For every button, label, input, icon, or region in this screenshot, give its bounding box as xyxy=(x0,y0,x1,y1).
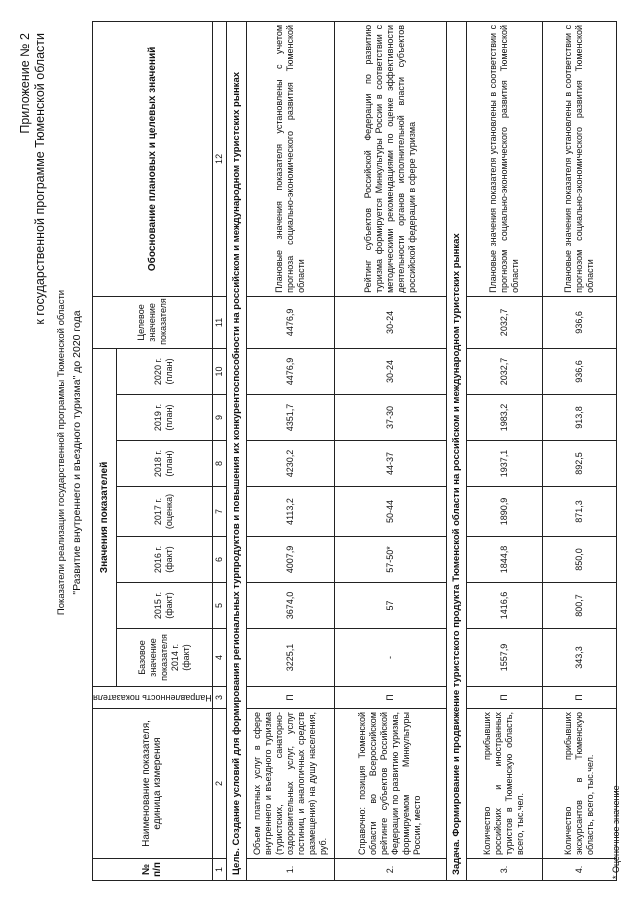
row-name: Количество прибывших российских и иностранных туристов в Тюменскую область, всего, тыс.чел. xyxy=(466,709,542,859)
document-title: "Развитие внутреннего и въездного туризма" до 2020 года xyxy=(71,310,83,595)
header-direction xyxy=(93,687,213,709)
row-num: 1. xyxy=(246,859,334,881)
footnote: * Оценочное значение xyxy=(611,785,621,879)
header-2017: 2017 г. (оценка) xyxy=(116,487,212,537)
table-row xyxy=(542,21,616,880)
row-base: - xyxy=(334,629,446,687)
table-row xyxy=(334,21,446,880)
row-2020: 4476,9 xyxy=(246,348,334,394)
row-target: 936,6 xyxy=(542,296,616,348)
row-2015: 1416,6 xyxy=(466,583,542,629)
appendix-line-1: Приложение № 2 xyxy=(18,33,32,134)
row-basis: Плановые значения показателя установлены в соответствии с прогнозом социально-экономического развития Тюменской области xyxy=(542,21,616,296)
column-number: 6 xyxy=(212,537,226,583)
row-2016: 4007,9 xyxy=(246,537,334,583)
column-number: 5 xyxy=(212,583,226,629)
row-2019: 1983,2 xyxy=(466,395,542,441)
column-number: 7 xyxy=(212,487,226,537)
column-number: 2 xyxy=(212,709,226,859)
header-2018: 2018 г. (план) xyxy=(116,441,212,487)
indicators-table xyxy=(92,21,617,881)
row-2019: 913,8 xyxy=(542,395,616,441)
row-target: 30-24 xyxy=(334,296,446,348)
row-2020: 2032,7 xyxy=(466,348,542,394)
header-values-group: Значения показателей xyxy=(93,348,117,686)
column-number: 12 xyxy=(212,21,226,296)
row-2020: 936,6 xyxy=(542,348,616,394)
header-num: № п/п xyxy=(93,859,213,881)
row-2015: 800,7 xyxy=(542,583,616,629)
row-2016: 57-50* xyxy=(334,537,446,583)
header-base: Базовое значение показателя 2014 г. (факт) xyxy=(116,629,212,687)
row-direction: П xyxy=(542,687,616,709)
row-name: Количество прибывших экскурсантов в Тюменскую область, всего, тыс.чел. xyxy=(542,709,616,859)
table-row xyxy=(246,21,334,880)
row-direction: П xyxy=(246,687,334,709)
row-direction: П xyxy=(334,687,446,709)
row-2018: 892,5 xyxy=(542,441,616,487)
header-2019: 2019 г. (план) xyxy=(116,395,212,441)
row-2016: 850,0 xyxy=(542,537,616,583)
row-2016: 1844,8 xyxy=(466,537,542,583)
row-2019: 37-30 xyxy=(334,395,446,441)
row-2020: 30-24 xyxy=(334,348,446,394)
row-2018: 44-37 xyxy=(334,441,446,487)
column-number: 1 xyxy=(212,859,226,881)
goal-row xyxy=(226,21,246,880)
header-2020: 2020 г. (план) xyxy=(116,348,212,394)
row-basis: Рейтинг субъектов Российской Федерации по развитию туризма формируется Минкультуры России в соответствии с методическими рекомендациями по оценке эффективности деятельности органов исполнительной власти субъектов российской федерации в сфере туризма xyxy=(334,21,446,296)
column-number: 8 xyxy=(212,441,226,487)
row-2019: 4351,7 xyxy=(246,395,334,441)
row-name: Объем платных услуг в сфере внутреннего и въездного туризма (туристских, санаторно-оздоровительных услуг, услуг гостиниц и аналогичных средств размещения) на душу населения, руб. xyxy=(246,709,334,859)
appendix-line-2: к государственной программе Тюменской области xyxy=(33,33,47,325)
column-number-row xyxy=(212,21,226,880)
table-row xyxy=(466,21,542,880)
column-number: 9 xyxy=(212,395,226,441)
row-name: Справочно: позиция Тюменской области во Всероссийском рейтинге субъектов Российской Федерации по развитию туризма, формируемом Минкультуры России, место xyxy=(334,709,446,859)
row-2015: 57 xyxy=(334,583,446,629)
row-num: 4. xyxy=(542,859,616,881)
appendix-header xyxy=(18,33,48,325)
row-2017: 50-44 xyxy=(334,487,446,537)
header-basis: Обоснование плановых и целевых значений xyxy=(93,21,213,296)
document-subtitle: Показатели реализации государственной программы Тюменской области xyxy=(56,289,67,616)
header-name: Наименование показателя, единица измерения xyxy=(93,709,213,859)
row-base: 343,3 xyxy=(542,629,616,687)
row-basis: Плановые значения показателя установлены с учетом прогноза социально-экономического развития Тюменской области xyxy=(246,21,334,296)
task-text: Задача. Формирование и продвижение туристского продукта Тюменской области на российском и международном туристских рынках xyxy=(446,21,466,880)
task-row xyxy=(446,21,466,880)
row-2017: 1890,9 xyxy=(466,487,542,537)
row-target: 4476,9 xyxy=(246,296,334,348)
row-2015: 3674,0 xyxy=(246,583,334,629)
row-basis: Плановые значения показателя установлены в соответствии с прогнозом социально-экономического развития Тюменской области xyxy=(466,21,542,296)
header-2015: 2015 г. (факт) xyxy=(116,583,212,629)
header-2016: 2016 г. (факт) xyxy=(116,537,212,583)
column-number: 4 xyxy=(212,629,226,687)
row-target: 2032,7 xyxy=(466,296,542,348)
column-number: 3 xyxy=(212,687,226,709)
header-target: Целевое значение показателя xyxy=(93,296,213,348)
row-base: 3225,1 xyxy=(246,629,334,687)
column-number: 10 xyxy=(212,348,226,394)
header-direction-text: Направленность показателя xyxy=(93,693,212,703)
column-number: 11 xyxy=(212,296,226,348)
row-2017: 871,3 xyxy=(542,487,616,537)
row-num: 3. xyxy=(466,859,542,881)
row-2018: 1937,1 xyxy=(466,441,542,487)
row-base: 1557,9 xyxy=(466,629,542,687)
goal-text: Цель. Создание условий для формирования региональных турпродуктов и повышения их конкурентоспособности на российском и международном туристских рынках xyxy=(226,21,246,880)
row-direction: П xyxy=(466,687,542,709)
row-num: 2. xyxy=(334,859,446,881)
row-2018: 4230,2 xyxy=(246,441,334,487)
row-2017: 4113,2 xyxy=(246,487,334,537)
